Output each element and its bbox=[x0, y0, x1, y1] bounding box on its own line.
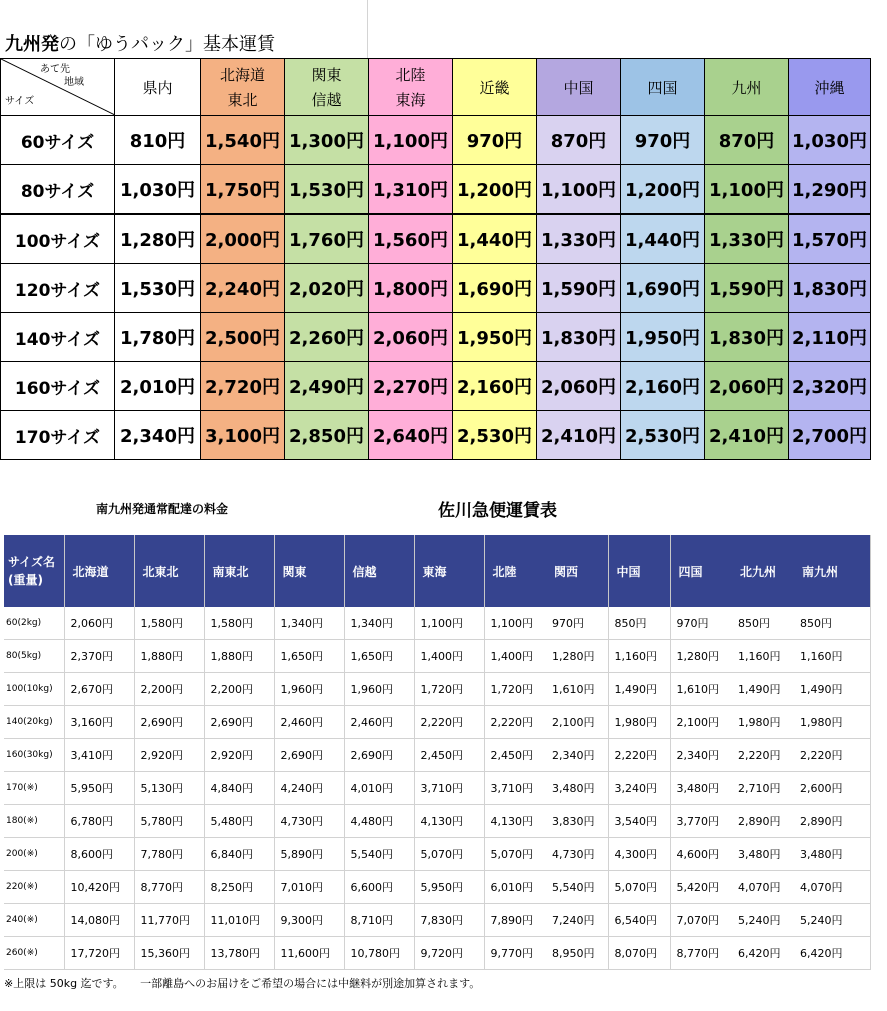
price-cell: 2,500円 bbox=[201, 313, 285, 362]
price-cell: 2,160円 bbox=[621, 362, 705, 411]
price-cell: 1,330円 bbox=[705, 214, 789, 264]
price-cell: 11,600円 bbox=[274, 937, 344, 970]
sagawa-rate-table bbox=[4, 535, 871, 970]
price-cell: 14,080円 bbox=[64, 904, 134, 937]
price-cell: 2,220円 bbox=[794, 739, 870, 772]
price-cell: 1,560円 bbox=[369, 214, 453, 264]
price-cell: 3,240円 bbox=[608, 772, 670, 805]
price-cell: 2,220円 bbox=[414, 706, 484, 739]
price-cell: 13,780円 bbox=[204, 937, 274, 970]
price-cell: 2,890円 bbox=[794, 805, 870, 838]
price-cell: 4,730円 bbox=[546, 838, 608, 871]
price-cell: 8,950円 bbox=[546, 937, 608, 970]
price-cell: 2,850円 bbox=[285, 411, 369, 460]
region-column-header: 東海 bbox=[414, 535, 484, 607]
price-cell: 1,830円 bbox=[537, 313, 621, 362]
region-column-header: 北東北 bbox=[134, 535, 204, 607]
price-cell: 7,890円 bbox=[484, 904, 546, 937]
price-cell: 2,370円 bbox=[64, 640, 134, 673]
size-weight-cell: 80(5kg) bbox=[4, 640, 64, 673]
price-cell: 3,480円 bbox=[670, 772, 732, 805]
region-name-line1: 北海道 bbox=[219, 66, 265, 84]
price-cell: 1,300円 bbox=[285, 116, 369, 165]
price-cell: 2,060円 bbox=[64, 607, 134, 640]
corner-destination-label: あて先 bbox=[40, 64, 70, 75]
price-cell: 2,270円 bbox=[369, 362, 453, 411]
region-column-header: 中国 bbox=[608, 535, 670, 607]
price-cell: 8,250円 bbox=[204, 871, 274, 904]
price-cell: 11,770円 bbox=[134, 904, 204, 937]
price-cell: 6,840円 bbox=[204, 838, 274, 871]
price-cell: 2,700円 bbox=[789, 411, 871, 460]
price-cell: 4,730円 bbox=[274, 805, 344, 838]
price-cell: 2,890円 bbox=[732, 805, 794, 838]
price-cell: 1,580円 bbox=[204, 607, 274, 640]
size-label-cell: 140サイズ bbox=[1, 313, 115, 362]
price-cell: 1,690円 bbox=[453, 264, 537, 313]
region-name-line1: 近畿 bbox=[479, 78, 510, 97]
price-cell: 7,830円 bbox=[414, 904, 484, 937]
price-cell: 1,490円 bbox=[732, 673, 794, 706]
price-cell: 1,340円 bbox=[344, 607, 414, 640]
region-column-header: 南九州 bbox=[794, 535, 870, 607]
sagawa-row bbox=[4, 838, 870, 871]
yupack-row bbox=[1, 116, 871, 165]
price-cell: 1,590円 bbox=[705, 264, 789, 313]
sagawa-row bbox=[4, 805, 870, 838]
yupack-row bbox=[1, 264, 871, 313]
region-header-cell bbox=[115, 59, 201, 116]
region-header-cell bbox=[285, 59, 369, 116]
price-cell: 2,450円 bbox=[414, 739, 484, 772]
price-cell: 11,010円 bbox=[204, 904, 274, 937]
title-side-cell bbox=[367, 0, 867, 58]
price-cell: 1,100円 bbox=[369, 116, 453, 165]
price-cell: 2,110円 bbox=[789, 313, 871, 362]
price-cell: 1,980円 bbox=[608, 706, 670, 739]
price-cell: 870円 bbox=[537, 116, 621, 165]
price-cell: 1,760円 bbox=[285, 214, 369, 264]
price-cell: 9,720円 bbox=[414, 937, 484, 970]
price-cell: 8,070円 bbox=[608, 937, 670, 970]
price-cell: 1,950円 bbox=[621, 313, 705, 362]
price-cell: 10,420円 bbox=[64, 871, 134, 904]
size-weight-header: サイズ名(重量) bbox=[4, 535, 64, 607]
region-column-header: 関西 bbox=[546, 535, 608, 607]
price-cell: 2,690円 bbox=[274, 739, 344, 772]
price-cell: 2,020円 bbox=[285, 264, 369, 313]
price-cell: 1,440円 bbox=[453, 214, 537, 264]
price-cell: 4,240円 bbox=[274, 772, 344, 805]
region-name-line1: 県内 bbox=[142, 78, 173, 97]
size-label-cell: 120サイズ bbox=[1, 264, 115, 313]
price-cell: 1,330円 bbox=[537, 214, 621, 264]
sagawa-body bbox=[4, 607, 870, 970]
price-cell: 6,600円 bbox=[344, 871, 414, 904]
price-cell: 2,060円 bbox=[705, 362, 789, 411]
price-cell: 1,590円 bbox=[537, 264, 621, 313]
price-cell: 870円 bbox=[705, 116, 789, 165]
price-cell: 2,530円 bbox=[453, 411, 537, 460]
price-cell: 2,240円 bbox=[201, 264, 285, 313]
price-cell: 5,780円 bbox=[134, 805, 204, 838]
price-cell: 3,480円 bbox=[794, 838, 870, 871]
price-cell: 5,070円 bbox=[484, 838, 546, 871]
corner-size-label: サイズ bbox=[5, 96, 35, 107]
price-cell: 4,600円 bbox=[670, 838, 732, 871]
price-cell: 2,410円 bbox=[705, 411, 789, 460]
price-cell: 7,070円 bbox=[670, 904, 732, 937]
price-cell: 1,720円 bbox=[414, 673, 484, 706]
price-cell: 5,890円 bbox=[274, 838, 344, 871]
price-cell: 850円 bbox=[794, 607, 870, 640]
sagawa-title: 佐川急便運賃表 bbox=[438, 501, 557, 521]
price-cell: 2,260円 bbox=[285, 313, 369, 362]
region-name-line1: 九州 bbox=[731, 78, 762, 97]
price-cell: 15,360円 bbox=[134, 937, 204, 970]
region-header-cell bbox=[705, 59, 789, 116]
price-cell: 970円 bbox=[453, 116, 537, 165]
price-cell: 2,530円 bbox=[621, 411, 705, 460]
region-header-cell bbox=[789, 59, 871, 116]
price-cell: 970円 bbox=[546, 607, 608, 640]
region-name-line2: 東北 bbox=[227, 91, 258, 109]
region-column-header: 南東北 bbox=[204, 535, 274, 607]
price-cell: 1,490円 bbox=[794, 673, 870, 706]
yupack-row bbox=[1, 362, 871, 411]
price-cell: 4,300円 bbox=[608, 838, 670, 871]
price-cell: 4,480円 bbox=[344, 805, 414, 838]
region-column-header: 北陸 bbox=[484, 535, 546, 607]
size-label-cell: 170サイズ bbox=[1, 411, 115, 460]
sagawa-row bbox=[4, 673, 870, 706]
corner-header-cell bbox=[1, 59, 115, 116]
size-label-cell: 60サイズ bbox=[1, 116, 115, 165]
price-cell: 9,770円 bbox=[484, 937, 546, 970]
price-cell: 2,220円 bbox=[484, 706, 546, 739]
region-name-line2: 東海 bbox=[395, 91, 426, 109]
price-cell: 1,540円 bbox=[201, 116, 285, 165]
price-cell: 7,010円 bbox=[274, 871, 344, 904]
price-cell: 5,540円 bbox=[546, 871, 608, 904]
price-cell: 2,490円 bbox=[285, 362, 369, 411]
price-cell: 5,420円 bbox=[670, 871, 732, 904]
price-cell: 1,950円 bbox=[453, 313, 537, 362]
price-cell: 2,720円 bbox=[201, 362, 285, 411]
price-cell: 5,070円 bbox=[414, 838, 484, 871]
price-cell: 2,460円 bbox=[344, 706, 414, 739]
price-cell: 970円 bbox=[670, 607, 732, 640]
price-cell: 850円 bbox=[608, 607, 670, 640]
price-cell: 1,100円 bbox=[537, 165, 621, 215]
price-cell: 1,780円 bbox=[115, 313, 201, 362]
price-cell: 1,100円 bbox=[414, 607, 484, 640]
region-header-cell bbox=[369, 59, 453, 116]
price-cell: 2,920円 bbox=[134, 739, 204, 772]
price-cell: 2,460円 bbox=[274, 706, 344, 739]
size-weight-cell: 170(※) bbox=[4, 772, 64, 805]
yupack-row bbox=[1, 214, 871, 264]
price-cell: 3,710円 bbox=[484, 772, 546, 805]
price-cell: 2,690円 bbox=[204, 706, 274, 739]
price-cell: 4,070円 bbox=[732, 871, 794, 904]
region-name-line1: 沖縄 bbox=[814, 78, 845, 97]
price-cell: 1,400円 bbox=[484, 640, 546, 673]
price-cell: 1,100円 bbox=[484, 607, 546, 640]
price-cell: 10,780円 bbox=[344, 937, 414, 970]
price-cell: 1,200円 bbox=[621, 165, 705, 215]
price-cell: 1,490円 bbox=[608, 673, 670, 706]
price-cell: 5,950円 bbox=[414, 871, 484, 904]
price-cell: 3,830円 bbox=[546, 805, 608, 838]
sagawa-row bbox=[4, 772, 870, 805]
price-cell: 2,340円 bbox=[115, 411, 201, 460]
yupack-row bbox=[1, 411, 871, 460]
size-weight-cell: 160(30kg) bbox=[4, 739, 64, 772]
sagawa-row bbox=[4, 640, 870, 673]
price-cell: 1,030円 bbox=[789, 116, 871, 165]
price-cell: 1,200円 bbox=[453, 165, 537, 215]
price-cell: 2,220円 bbox=[732, 739, 794, 772]
yupack-title-rest: の「ゆうパック」基本運賃 bbox=[59, 34, 275, 55]
price-cell: 4,070円 bbox=[794, 871, 870, 904]
price-cell: 8,770円 bbox=[670, 937, 732, 970]
sagawa-row bbox=[4, 706, 870, 739]
yupack-title-bold: 九州発 bbox=[5, 34, 59, 55]
price-cell: 3,160円 bbox=[64, 706, 134, 739]
price-cell: 2,200円 bbox=[134, 673, 204, 706]
price-cell: 1,570円 bbox=[789, 214, 871, 264]
price-cell: 3,100円 bbox=[201, 411, 285, 460]
price-cell: 2,100円 bbox=[670, 706, 732, 739]
price-cell: 1,400円 bbox=[414, 640, 484, 673]
price-cell: 5,130円 bbox=[134, 772, 204, 805]
price-cell: 17,720円 bbox=[64, 937, 134, 970]
price-cell: 2,320円 bbox=[789, 362, 871, 411]
price-cell: 1,650円 bbox=[274, 640, 344, 673]
price-cell: 1,280円 bbox=[115, 214, 201, 264]
sagawa-header-row bbox=[4, 535, 870, 607]
region-column-header: 四国 bbox=[670, 535, 732, 607]
sagawa-row bbox=[4, 607, 870, 640]
price-cell: 1,310円 bbox=[369, 165, 453, 215]
region-column-header: 北九州 bbox=[732, 535, 794, 607]
price-cell: 1,290円 bbox=[789, 165, 871, 215]
region-name-line1: 北陸 bbox=[395, 66, 426, 84]
price-cell: 1,720円 bbox=[484, 673, 546, 706]
region-name-line1: 四国 bbox=[647, 78, 678, 97]
price-cell: 850円 bbox=[732, 607, 794, 640]
yupack-rate-table bbox=[0, 58, 871, 460]
size-label-cell: 100サイズ bbox=[1, 214, 115, 264]
price-cell: 5,480円 bbox=[204, 805, 274, 838]
price-cell: 1,160円 bbox=[794, 640, 870, 673]
price-cell: 810円 bbox=[115, 116, 201, 165]
price-cell: 1,160円 bbox=[608, 640, 670, 673]
size-weight-cell: 180(※) bbox=[4, 805, 64, 838]
size-weight-cell: 100(10kg) bbox=[4, 673, 64, 706]
price-cell: 3,770円 bbox=[670, 805, 732, 838]
price-cell: 1,980円 bbox=[732, 706, 794, 739]
region-name-line1: 関東 bbox=[311, 66, 342, 84]
price-cell: 4,130円 bbox=[484, 805, 546, 838]
price-cell: 1,340円 bbox=[274, 607, 344, 640]
price-cell: 1,280円 bbox=[546, 640, 608, 673]
sagawa-row bbox=[4, 739, 870, 772]
region-column-header: 信越 bbox=[344, 535, 414, 607]
price-cell: 1,800円 bbox=[369, 264, 453, 313]
price-cell: 1,960円 bbox=[274, 673, 344, 706]
yupack-row bbox=[1, 165, 871, 215]
yupack-title bbox=[0, 0, 368, 58]
price-cell: 2,010円 bbox=[115, 362, 201, 411]
price-cell: 2,220円 bbox=[608, 739, 670, 772]
price-cell: 2,060円 bbox=[369, 313, 453, 362]
sagawa-subtitle: 南九州発通常配達の料金 bbox=[96, 502, 229, 516]
price-cell: 2,160円 bbox=[453, 362, 537, 411]
region-header-cell bbox=[453, 59, 537, 116]
price-cell: 5,240円 bbox=[794, 904, 870, 937]
price-cell: 1,280円 bbox=[670, 640, 732, 673]
price-cell: 6,420円 bbox=[732, 937, 794, 970]
price-cell: 8,770円 bbox=[134, 871, 204, 904]
price-cell: 970円 bbox=[621, 116, 705, 165]
price-cell: 2,340円 bbox=[546, 739, 608, 772]
price-cell: 2,000円 bbox=[201, 214, 285, 264]
price-cell: 1,980円 bbox=[794, 706, 870, 739]
price-cell: 2,450円 bbox=[484, 739, 546, 772]
price-cell: 2,690円 bbox=[344, 739, 414, 772]
price-cell: 3,410円 bbox=[64, 739, 134, 772]
price-cell: 1,160円 bbox=[732, 640, 794, 673]
sagawa-row bbox=[4, 871, 870, 904]
price-cell: 7,780円 bbox=[134, 838, 204, 871]
yupack-row bbox=[1, 313, 871, 362]
price-cell: 6,420円 bbox=[794, 937, 870, 970]
price-cell: 1,690円 bbox=[621, 264, 705, 313]
price-cell: 5,240円 bbox=[732, 904, 794, 937]
price-cell: 1,880円 bbox=[204, 640, 274, 673]
sagawa-row bbox=[4, 904, 870, 937]
price-cell: 2,920円 bbox=[204, 739, 274, 772]
price-cell: 7,240円 bbox=[546, 904, 608, 937]
size-weight-cell: 200(※) bbox=[4, 838, 64, 871]
price-cell: 2,670円 bbox=[64, 673, 134, 706]
region-header-cell bbox=[621, 59, 705, 116]
region-column-header: 北海道 bbox=[64, 535, 134, 607]
price-cell: 9,300円 bbox=[274, 904, 344, 937]
price-cell: 1,830円 bbox=[789, 264, 871, 313]
size-weight-cell: 60(2kg) bbox=[4, 607, 64, 640]
price-cell: 2,600円 bbox=[794, 772, 870, 805]
price-cell: 2,690円 bbox=[134, 706, 204, 739]
corner-region-label: 地域 bbox=[64, 77, 84, 88]
price-cell: 2,100円 bbox=[546, 706, 608, 739]
price-cell: 6,540円 bbox=[608, 904, 670, 937]
price-cell: 1,530円 bbox=[285, 165, 369, 215]
price-cell: 3,710円 bbox=[414, 772, 484, 805]
region-header-cell bbox=[537, 59, 621, 116]
price-cell: 1,440円 bbox=[621, 214, 705, 264]
price-cell: 1,100円 bbox=[705, 165, 789, 215]
size-label-cell: 160サイズ bbox=[1, 362, 115, 411]
price-cell: 3,480円 bbox=[732, 838, 794, 871]
price-cell: 3,540円 bbox=[608, 805, 670, 838]
size-weight-cell: 260(※) bbox=[4, 937, 64, 970]
price-cell: 1,880円 bbox=[134, 640, 204, 673]
price-cell: 2,340円 bbox=[670, 739, 732, 772]
region-header-cell bbox=[201, 59, 285, 116]
size-weight-cell: 240(※) bbox=[4, 904, 64, 937]
price-cell: 1,750円 bbox=[201, 165, 285, 215]
price-cell: 5,070円 bbox=[608, 871, 670, 904]
price-cell: 1,580円 bbox=[134, 607, 204, 640]
region-column-header: 関東 bbox=[274, 535, 344, 607]
size-label-cell: 80サイズ bbox=[1, 165, 115, 215]
price-cell: 1,650円 bbox=[344, 640, 414, 673]
yupack-header-row bbox=[1, 59, 871, 116]
price-cell: 3,480円 bbox=[546, 772, 608, 805]
price-cell: 8,600円 bbox=[64, 838, 134, 871]
price-cell: 8,710円 bbox=[344, 904, 414, 937]
price-cell: 1,610円 bbox=[670, 673, 732, 706]
price-cell: 2,410円 bbox=[537, 411, 621, 460]
price-cell: 4,010円 bbox=[344, 772, 414, 805]
price-cell: 6,010円 bbox=[484, 871, 546, 904]
price-cell: 1,030円 bbox=[115, 165, 201, 215]
price-cell: 2,640円 bbox=[369, 411, 453, 460]
price-cell: 2,710円 bbox=[732, 772, 794, 805]
price-cell: 4,130円 bbox=[414, 805, 484, 838]
price-cell: 4,840円 bbox=[204, 772, 274, 805]
price-cell: 5,540円 bbox=[344, 838, 414, 871]
size-weight-cell: 220(※) bbox=[4, 871, 64, 904]
size-weight-cell: 140(20kg) bbox=[4, 706, 64, 739]
sagawa-row bbox=[4, 937, 870, 970]
sagawa-footnote: ※上限は 50kg 迄です。 一部離島へのお届けをご希望の場合には中継料が別途加算されます。 bbox=[4, 977, 481, 990]
price-cell: 5,950円 bbox=[64, 772, 134, 805]
price-cell: 6,780円 bbox=[64, 805, 134, 838]
price-cell: 1,960円 bbox=[344, 673, 414, 706]
price-cell: 2,060円 bbox=[537, 362, 621, 411]
price-cell: 1,610円 bbox=[546, 673, 608, 706]
price-cell: 1,530円 bbox=[115, 264, 201, 313]
price-cell: 2,200円 bbox=[204, 673, 274, 706]
region-name-line2: 信越 bbox=[311, 91, 342, 109]
price-cell: 1,830円 bbox=[705, 313, 789, 362]
region-name-line1: 中国 bbox=[563, 78, 594, 97]
